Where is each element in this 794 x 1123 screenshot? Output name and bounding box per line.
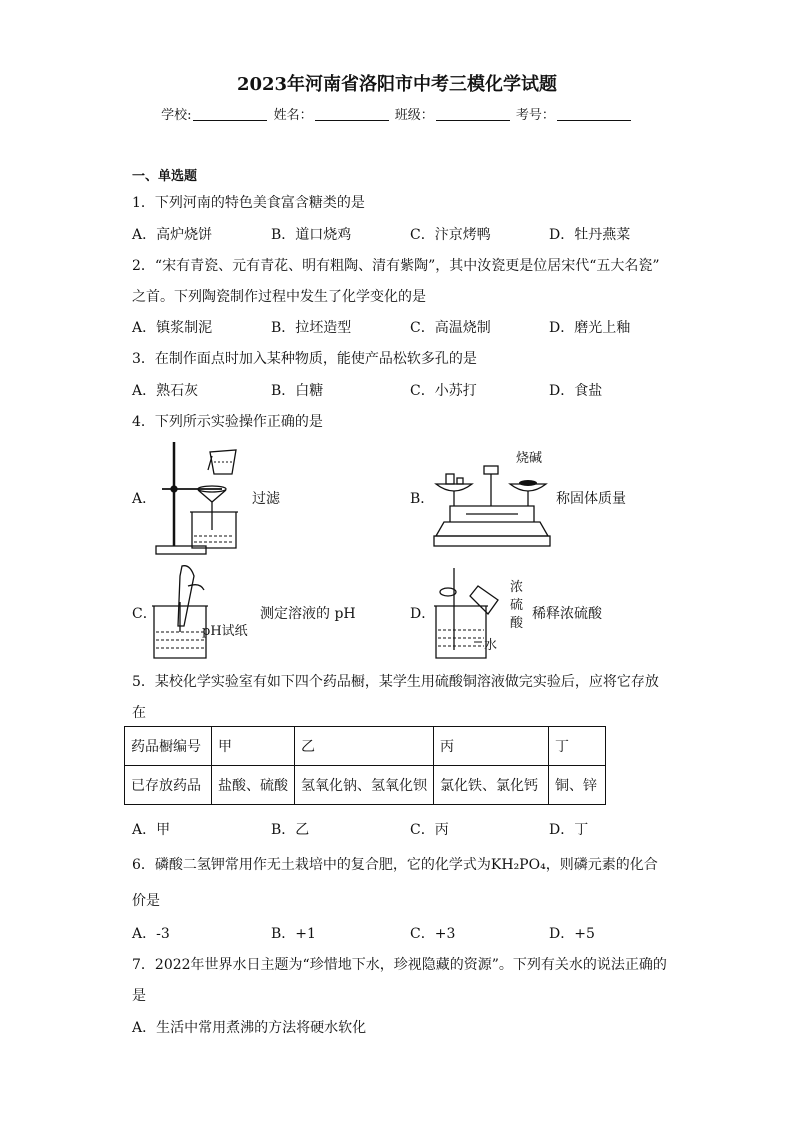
school-label: 学校: [161,108,192,123]
table-cell: 甲 [212,727,295,766]
q5-option-c: C．丙 [410,822,449,838]
q7-stem-2: 是 [132,988,146,1004]
q3-option-a: A．熟石灰 [132,383,199,399]
id-label: 考号： [515,108,555,123]
table-cell: 氯化铁、氯化钙 [434,766,549,805]
q6-option-b: B．+1 [271,926,316,942]
student-info-line [0,104,794,123]
q6-option-c: C．+3 [410,926,456,942]
table-cell: 丁 [549,727,606,766]
q5-stem-2: 在 [132,705,146,721]
q4-option-c-letter: C． [132,606,157,622]
q4-option-a-caption: 过滤 [252,491,280,507]
class-label: 班级： [394,108,434,123]
q4-option-b-tag: 烧碱 [516,451,543,466]
q2-option-d: D．磨光上釉 [549,320,631,336]
q3-option-b: B．白糖 [271,383,324,399]
q1-stem: 1．下列河南的特色美食富含糖类的是 [132,195,365,211]
q4-option-d-letter: D． [410,606,436,622]
exam-title: 2023年河南省洛阳市中考三模化学试题 [236,74,558,95]
table-cell: 铜、锌 [549,766,606,805]
school-blank[interactable] [193,107,267,121]
table-cell: 盐酸、硫酸 [212,766,295,805]
section-title: 一、单选题 [132,169,198,184]
q1-option-a: A．高炉烧饼 [132,227,213,243]
q4-option-b-caption: 称固体质量 [556,491,626,507]
q2-stem-1: 2．“宋有青瓷、元有青花、明有粗陶、清有紫陶”，其中汝瓷更是位居宋代“五大名瓷” [132,258,660,274]
drug-cabinet-table [124,726,606,805]
filtration-apparatus-figure [152,440,248,556]
q6-stem-2: 价是 [132,893,160,909]
table-row [125,766,606,805]
q4-option-c-caption: 测定溶液的 pH [260,606,356,622]
name-label: 姓名： [273,108,313,123]
q4-option-d-tag-2: 硫 [510,598,524,613]
q4-option-d-caption: 稀释浓硫酸 [532,606,602,622]
ph-test-beaker-figure [150,562,210,662]
table-cell: 氢氧化钠、氢氧化钡 [295,766,434,805]
class-blank[interactable] [436,107,510,121]
q2-stem-2: 之首。下列陶瓷制作过程中发生了化学变化的是 [132,289,426,305]
q3-option-c: C．小苏打 [410,383,477,399]
q4-option-d-tag-3: 酸 [510,616,524,631]
q4-option-d-tag-1: 浓 [510,580,524,595]
q5-stem-1: 5．某校化学实验室有如下四个药品橱，某学生用硫酸铜溶液做完实验后，应将它存放 [132,674,659,690]
q6-stem-1: 6．磷酸二氢钾常用作无土栽培中的复合肥，它的化学式为KH₂PO₄，则磷元素的化合 [132,857,658,873]
table-cell: 丙 [434,727,549,766]
table-cell: 已存放药品 [125,766,212,805]
q4-option-b-letter: B． [410,491,435,507]
q1-option-d: D．牡丹燕菜 [549,227,631,243]
q1-option-b: B．道口烧鸡 [271,227,352,243]
name-blank[interactable] [315,107,389,121]
q2-option-a: A．镇浆制泥 [132,320,213,336]
q2-option-b: B．拉坯造型 [271,320,352,336]
q5-option-d: D．丁 [549,822,589,838]
q2-option-c: C．高温烧制 [410,320,491,336]
table-cell: 乙 [295,727,434,766]
id-blank[interactable] [557,107,631,121]
q6-option-d: D．+5 [549,926,595,942]
table-cell: 药品橱编号 [125,727,212,766]
q4-option-c-tag: pH试纸 [202,624,248,639]
q1-option-c: C．汴京烤鸭 [410,227,491,243]
q7-option-a: A．生活中常用煮沸的方法将硬水软化 [132,1020,367,1036]
q7-stem-1: 7．2022年世界水日主题为“珍惜地下水，珍视隐藏的资源”。下列有关水的说法正确的 [132,957,667,973]
q6-option-a: A．-3 [132,926,170,942]
q3-stem: 3．在制作面点时加入某种物质，能使产品松软多孔的是 [132,351,477,367]
table-row [125,727,606,766]
q4-option-a-letter: A． [132,491,157,507]
q5-option-a: A．甲 [132,822,171,838]
q4-option-d-tag-water: 水 [484,638,498,653]
q3-option-d: D．食盐 [549,383,603,399]
q5-option-b: B．乙 [271,822,310,838]
q4-stem: 4．下列所示实验操作正确的是 [132,414,323,430]
